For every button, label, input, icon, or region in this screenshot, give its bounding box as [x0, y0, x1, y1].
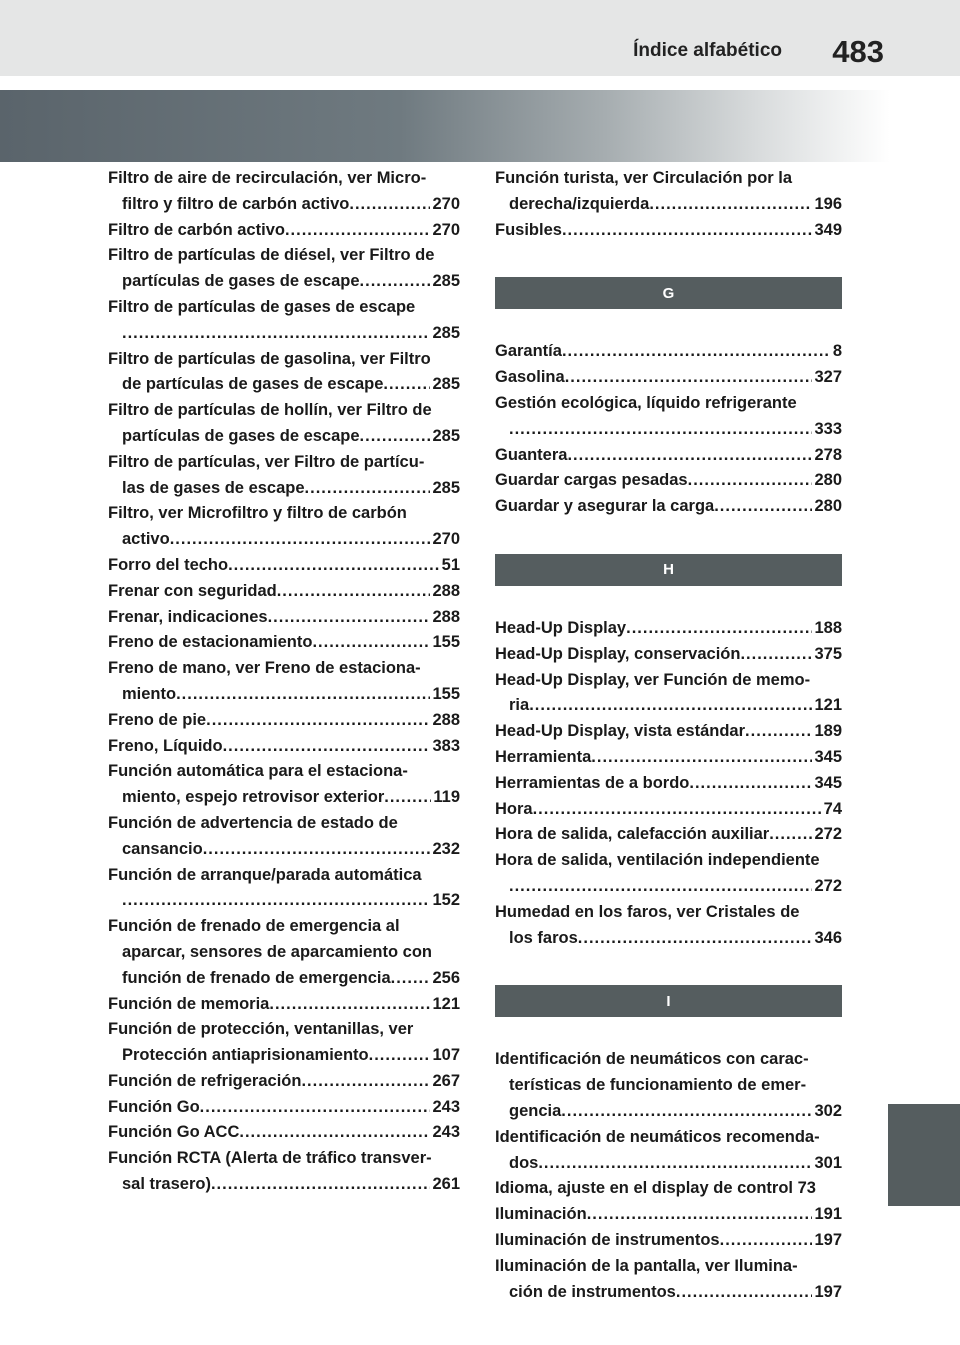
- entry-page-ref: 256: [432, 968, 460, 987]
- dot-leader: [206, 708, 430, 734]
- entry-text: sal trasero): [122, 1175, 211, 1194]
- entry-line: [108, 682, 460, 708]
- entry-text: Forro del techo: [108, 555, 229, 574]
- entry-text: gencia: [509, 1101, 562, 1120]
- dot-leader: [122, 321, 430, 347]
- dot-leader: [509, 874, 812, 900]
- entry-text: Humedad en los faros, ver Cristales de: [495, 902, 800, 921]
- entry-line: [108, 605, 460, 631]
- index-entry: [108, 630, 460, 656]
- entry-page-ref: 121: [814, 696, 842, 715]
- index-entry: [495, 719, 842, 745]
- entry-line: [108, 837, 460, 863]
- index-entry: [495, 1047, 842, 1124]
- index-entry: [495, 1228, 842, 1254]
- entry-page-ref: 8: [832, 342, 842, 361]
- entry-text: Filtro de partículas de gases de escape: [108, 297, 416, 316]
- entry-page-ref: 155: [432, 684, 460, 703]
- dot-leader: [200, 1095, 431, 1121]
- entry-line: [108, 424, 460, 450]
- index-entry: [108, 914, 460, 991]
- entry-text: Guardar cargas pesadas: [495, 471, 688, 490]
- entry-text: Función Go ACC: [108, 1123, 240, 1142]
- entry-page-ref: 189: [814, 722, 842, 741]
- entry-line: [495, 468, 842, 494]
- index-entry: [495, 822, 842, 848]
- entry-text: Guantera: [495, 445, 568, 464]
- entry-line: [108, 269, 460, 295]
- dot-leader: [509, 417, 812, 443]
- dot-leader: [562, 218, 813, 244]
- entry-line: [108, 579, 460, 605]
- index-entry: [108, 759, 460, 811]
- entry-text: Fusibles: [495, 220, 562, 239]
- dot-leader: [533, 797, 822, 823]
- entry-text: Iluminación de instrumentos: [495, 1230, 720, 1249]
- entry-page-ref: 280: [814, 471, 842, 490]
- entry-page-ref: 278: [814, 445, 842, 464]
- entry-page-ref: 345: [814, 773, 842, 792]
- index-entry: [108, 347, 460, 399]
- entry-text: Función de protección, ventanillas, ver: [108, 1020, 414, 1039]
- entry-text: las de gases de escape: [122, 478, 305, 497]
- dot-leader: [312, 630, 430, 656]
- entry-text: Herramienta: [495, 747, 592, 766]
- entry-text: Función de refrigeración: [108, 1071, 302, 1090]
- index-entry: [495, 494, 842, 520]
- index-entry: [495, 1202, 842, 1228]
- dot-leader: [305, 476, 431, 502]
- entry-line: [495, 365, 842, 391]
- entry-text: Función Go: [108, 1097, 200, 1116]
- index-entry: [108, 218, 460, 244]
- dot-leader: [360, 424, 431, 450]
- entry-line: [108, 218, 460, 244]
- entry-line: [495, 616, 842, 642]
- index-entry: [108, 1069, 460, 1095]
- dot-leader: [391, 966, 431, 992]
- entry-text: Filtro de partículas de gasolina, ver Filtro: [108, 349, 431, 368]
- entry-text: Frenar con seguridad: [108, 581, 277, 600]
- section-letter-header: H: [495, 554, 842, 586]
- entry-page-ref: 197: [814, 1282, 842, 1301]
- entry-line: [495, 339, 842, 365]
- entry-text: miento, espejo retrovisor exterior: [122, 788, 385, 807]
- entry-page-ref: 375: [814, 644, 842, 663]
- index-entry: [495, 848, 842, 900]
- index-column-right: [495, 166, 842, 1305]
- page-header: [0, 0, 960, 76]
- index-entry: [108, 708, 460, 734]
- index-entry: [495, 1254, 842, 1306]
- entry-page-ref: 121: [432, 994, 460, 1013]
- entry-line: [108, 1172, 460, 1198]
- entry-page-ref: 261: [432, 1175, 460, 1194]
- entry-page-ref: 285: [432, 426, 460, 445]
- entry-text: partículas de gases de escape: [122, 272, 360, 291]
- entry-line: [495, 719, 842, 745]
- entry-text: Hora: [495, 799, 533, 818]
- index-entry: [495, 391, 842, 443]
- index-entry: [495, 668, 842, 720]
- entry-page-ref: 288: [432, 710, 460, 729]
- entry-text: partículas de gases de escape: [122, 426, 360, 445]
- dot-leader: [285, 218, 431, 244]
- dot-leader: [203, 837, 431, 863]
- dot-leader: [360, 269, 431, 295]
- entry-line: [495, 771, 842, 797]
- entry-page-ref: 285: [432, 272, 460, 291]
- entry-text: los faros: [509, 928, 578, 947]
- index-entry: [108, 605, 460, 631]
- entry-text: Garantía: [495, 342, 562, 361]
- entry-text: Gasolina: [495, 368, 565, 387]
- entry-text: Frenar, indicaciones: [108, 607, 268, 626]
- section-title: Índice alfabético: [633, 40, 782, 61]
- dot-leader: [170, 527, 431, 553]
- entry-page-ref: 280: [814, 497, 842, 516]
- dot-leader: [383, 372, 430, 398]
- dot-leader: [714, 494, 812, 520]
- entry-text: Filtro de aire de recirculación, ver Micro-: [108, 169, 427, 187]
- entry-text: Herramientas de a bordo: [495, 773, 690, 792]
- entry-page-ref: 119: [433, 788, 460, 807]
- index-entry: [108, 579, 460, 605]
- entry-text: dos: [509, 1153, 539, 1172]
- entry-line: [495, 417, 842, 443]
- dot-leader: [211, 1172, 431, 1198]
- entry-page-ref: 243: [432, 1123, 460, 1142]
- entry-page-ref: 285: [432, 323, 460, 342]
- dot-leader: [223, 734, 431, 760]
- index-entry: [495, 1125, 842, 1177]
- entry-page-ref: 272: [814, 825, 842, 844]
- entry-line: [495, 1228, 842, 1254]
- entry-page-ref: 345: [814, 747, 842, 766]
- entry-text: Freno, Líquido: [108, 736, 223, 755]
- entry-page-ref: 270: [432, 194, 460, 213]
- entry-line: [108, 527, 460, 553]
- entry-text: aparcar, sensores de aparcamiento con: [122, 942, 432, 961]
- entry-line: [108, 1069, 460, 1095]
- entry-text: de partículas de gases de escape: [122, 375, 384, 394]
- dot-leader: [301, 1069, 430, 1095]
- entry-text: Función de arranque/parada automática: [108, 865, 422, 884]
- entry-page-ref: 383: [432, 736, 460, 755]
- dot-leader: [578, 926, 813, 952]
- section-letter-header: I: [495, 985, 842, 1017]
- decorative-band: [0, 90, 890, 162]
- entry-line: [108, 476, 460, 502]
- entry-text: Filtro de partículas, ver Filtro de partícu-: [108, 452, 425, 471]
- entry-page-ref: 107: [432, 1046, 460, 1065]
- entry-text: cansancio: [122, 839, 203, 858]
- entry-text: Filtro de partículas de hollín, ver Filtro de: [108, 401, 432, 420]
- entry-line: [495, 874, 842, 900]
- index-entry: [108, 1095, 460, 1121]
- index-entry: [108, 811, 460, 863]
- dot-leader: [676, 1280, 813, 1306]
- dot-leader: [384, 785, 431, 811]
- entry-line: [495, 693, 842, 719]
- entry-page-ref: 333: [814, 419, 842, 438]
- entry-page-ref: 243: [432, 1097, 460, 1116]
- entry-text: Head-Up Display, vista estándar: [495, 722, 746, 741]
- entry-line: [495, 218, 842, 244]
- index-entry: [108, 656, 460, 708]
- section-letter-header: G: [495, 277, 842, 309]
- entry-text: Freno de pie: [108, 710, 207, 729]
- entry-page-ref: 152: [432, 891, 460, 910]
- entry-text: Freno de mano, ver Freno de estaciona-: [108, 659, 421, 678]
- entry-text: Hora de salida, ventilación independiente: [495, 851, 820, 870]
- entry-text: Función RCTA (Alerta de tráfico transver-: [108, 1149, 432, 1168]
- entry-text: Función de memoria: [108, 994, 270, 1013]
- entry-page-ref: 349: [814, 220, 842, 239]
- dot-leader: [538, 1151, 812, 1177]
- entry-line: [108, 630, 460, 656]
- entry-line: [495, 443, 842, 469]
- entry-page-ref: 327: [814, 368, 842, 387]
- entry-line: [495, 494, 842, 520]
- entry-text: Gestión ecológica, líquido refrigerante: [495, 393, 797, 412]
- entry-text: Filtro, ver Microfiltro y filtro de carbón: [108, 504, 407, 523]
- dot-leader: [369, 1043, 431, 1069]
- index-entry: [108, 166, 460, 218]
- entry-page-ref: 267: [432, 1071, 460, 1090]
- index-entry: [495, 900, 842, 952]
- index-entry: [495, 365, 842, 391]
- dot-leader: [561, 1099, 812, 1125]
- entry-text: Filtro de partículas de diésel, ver Filtro de: [108, 246, 435, 265]
- entry-line: [495, 1151, 842, 1177]
- entry-text: Head-Up Display: [495, 618, 627, 637]
- index-entry: [108, 450, 460, 502]
- index-entry: [495, 218, 842, 244]
- entry-text: Función de advertencia de estado de: [108, 813, 398, 832]
- entry-line: [108, 372, 460, 398]
- entry-page-ref: 285: [432, 478, 460, 497]
- dot-leader: [740, 642, 812, 668]
- index-entry: [108, 398, 460, 450]
- entry-text: activo: [122, 530, 170, 549]
- index-entry: [108, 734, 460, 760]
- index-entry: [495, 339, 842, 365]
- dot-leader: [565, 365, 813, 391]
- entry-text: ción de instrumentos: [509, 1282, 676, 1301]
- index-entry: [108, 1146, 460, 1198]
- entry-page-ref: 74: [823, 799, 842, 818]
- entry-line: [108, 888, 460, 914]
- index-column-left: [108, 166, 460, 1198]
- dot-leader: [269, 992, 430, 1018]
- entry-text: Identificación de neumáticos con carac-: [495, 1050, 809, 1069]
- entry-page-ref: 191: [814, 1205, 842, 1224]
- entry-page-ref: 346: [814, 928, 842, 947]
- entry-line: [495, 797, 842, 823]
- entry-line: [495, 192, 842, 218]
- entry-page-ref: 188: [814, 618, 842, 637]
- dot-leader: [567, 443, 812, 469]
- entry-text: ria: [509, 696, 530, 715]
- entry-page-ref: 288: [432, 607, 460, 626]
- index-entry: [108, 992, 460, 1018]
- dot-leader: [587, 1202, 813, 1228]
- entry-line: [108, 1095, 460, 1121]
- entry-line: [108, 553, 460, 579]
- entry-page-ref: 232: [432, 839, 460, 858]
- index-entry: [108, 1120, 460, 1146]
- dot-leader: [745, 719, 812, 745]
- entry-text: Idioma, ajuste en el display de control 73: [495, 1179, 816, 1198]
- entry-text: derecha/izquierda: [509, 194, 650, 213]
- entry-line: [108, 785, 460, 811]
- entry-text: Protección antiaprisionamiento: [122, 1046, 369, 1065]
- thumb-index-tab: [888, 1104, 960, 1206]
- entry-page-ref: 302: [814, 1101, 842, 1120]
- dot-leader: [176, 682, 430, 708]
- dot-leader: [239, 1120, 430, 1146]
- entry-page-ref: 272: [814, 876, 842, 895]
- entry-page-ref: 196: [814, 194, 842, 213]
- index-entry: [495, 443, 842, 469]
- entry-line: [108, 192, 460, 218]
- entry-text: Head-Up Display, conservación: [495, 644, 741, 663]
- index-entry: [108, 295, 460, 347]
- entry-text: miento: [122, 684, 177, 703]
- entry-page-ref: 285: [432, 375, 460, 394]
- index-entry: [495, 642, 842, 668]
- index-entry: [495, 1176, 842, 1202]
- entry-line: [108, 734, 460, 760]
- entry-text: función de frenado de emergencia: [122, 968, 391, 987]
- entry-text: Función automática para el estaciona-: [108, 762, 408, 781]
- dot-leader: [122, 888, 430, 914]
- dot-leader: [228, 553, 440, 579]
- dot-leader: [591, 745, 812, 771]
- entry-line: [108, 1120, 460, 1146]
- entry-line: [495, 822, 842, 848]
- dot-leader: [562, 339, 831, 365]
- dot-leader: [769, 822, 812, 848]
- entry-page-ref: 51: [441, 555, 460, 574]
- entry-line: [495, 642, 842, 668]
- dot-leader: [349, 192, 430, 218]
- index-entry: [495, 745, 842, 771]
- page-number: 483: [832, 34, 884, 69]
- entry-line: [108, 992, 460, 1018]
- entry-line: [108, 708, 460, 734]
- entry-page-ref: 197: [814, 1230, 842, 1249]
- index-entry: [495, 468, 842, 494]
- dot-leader: [268, 605, 431, 631]
- entry-line: [495, 745, 842, 771]
- entry-text: Iluminación: [495, 1205, 587, 1224]
- entry-page-ref: 288: [432, 581, 460, 600]
- entry-text: filtro y filtro de carbón activo: [122, 194, 350, 213]
- index-entry: [108, 501, 460, 553]
- dot-leader: [688, 468, 813, 494]
- entry-line: [495, 926, 842, 952]
- entry-text: Función de frenado de emergencia al: [108, 917, 400, 936]
- index-entry: [495, 166, 842, 218]
- entry-line: [495, 1202, 842, 1228]
- entry-page-ref: 155: [432, 633, 460, 652]
- index-entry: [495, 797, 842, 823]
- index-entry: [495, 616, 842, 642]
- entry-page-ref: 270: [432, 530, 460, 549]
- index-entry: [108, 1017, 460, 1069]
- entry-page-ref: 301: [814, 1153, 842, 1172]
- index-entry: [108, 863, 460, 915]
- entry-line: [108, 966, 460, 992]
- entry-text: Guardar y asegurar la carga: [495, 497, 715, 516]
- entry-line: [495, 1099, 842, 1125]
- entry-text: Head-Up Display, ver Función de memo-: [495, 670, 811, 689]
- entry-line: [108, 1043, 460, 1069]
- entry-text: Hora de salida, calefacción auxiliar: [495, 825, 770, 844]
- entry-page-ref: 270: [432, 220, 460, 239]
- dot-leader: [529, 693, 812, 719]
- dot-leader: [649, 192, 812, 218]
- entry-text: Función turista, ver Circulación por la: [495, 169, 793, 187]
- entry-text: Freno de estacionamiento: [108, 633, 313, 652]
- entry-text: terísticas de funcionamiento de emer-: [509, 1076, 807, 1095]
- index-entry: [495, 771, 842, 797]
- dot-leader: [689, 771, 812, 797]
- entry-text: Iluminación de la pantalla, ver Ilumina-: [495, 1256, 798, 1275]
- dot-leader: [277, 579, 431, 605]
- entry-line: [495, 1280, 842, 1306]
- entry-line: [108, 321, 460, 347]
- dot-leader: [626, 616, 812, 642]
- index-entry: [108, 553, 460, 579]
- index-entry: [108, 243, 460, 295]
- dot-leader: [720, 1228, 813, 1254]
- entry-text: Filtro de carbón activo: [108, 220, 285, 239]
- entry-text: Identificación de neumáticos recomenda-: [495, 1127, 820, 1146]
